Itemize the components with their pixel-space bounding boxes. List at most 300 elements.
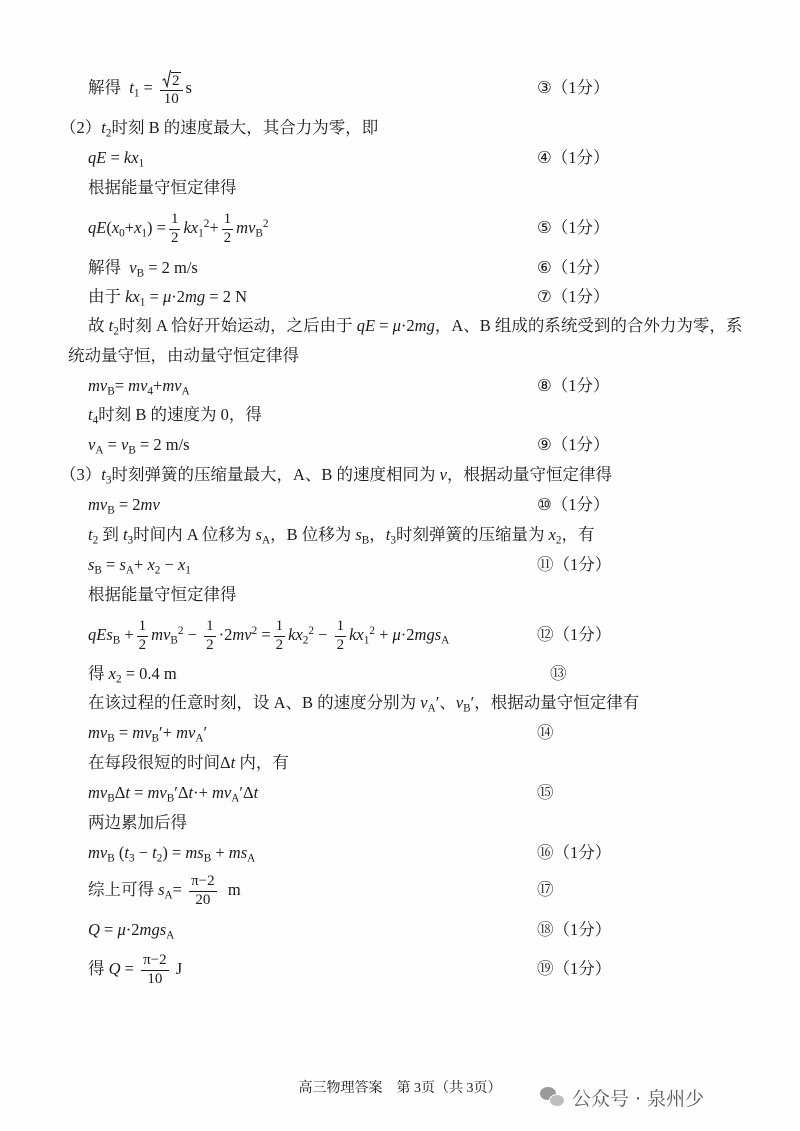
fraction-denominator [189,892,217,909]
subscript: 1 [198,227,204,240]
text-run: = [101,555,120,574]
text-run: 到 [98,525,123,544]
text-run: 2 [138,636,147,653]
fraction-numerator [169,211,181,229]
line-content [88,618,450,653]
answer-line [0,748,800,778]
text-run: 1 [170,211,179,228]
subscript: A [247,852,256,865]
math-variable: μ [392,625,401,644]
subscript: 2 [156,852,163,865]
subscript: 1 [141,227,148,240]
text-run: ·2 [125,920,140,939]
score-mark: ⑤（1分） [537,218,610,237]
answer-line [0,430,800,460]
answer-line [0,778,800,808]
text-run: （3） [60,465,102,484]
text-run: ) = [147,218,166,237]
math-variable: mv [236,218,256,237]
text-run: ′，根据动量守恒定律有 [470,693,640,712]
math-variable: t [101,118,106,137]
subscript: A [261,534,271,547]
text-run: 10 [163,91,179,108]
text-run: + [209,218,219,237]
math-variable: mgs [139,920,167,939]
fraction [138,952,172,988]
math-variable: ms [185,843,204,862]
text-run: − [183,625,202,644]
subscript: 2 [302,634,309,647]
line-content [88,813,187,832]
math-variable: kx [349,625,364,644]
math-variable: t [385,525,391,544]
text-run: 时间内 A 位移为 [133,525,256,544]
subscript: A [125,564,134,577]
line-content [88,873,241,908]
text-run: ·2 [400,316,415,335]
math-variable: Q [108,959,121,978]
math-variable: qEs [88,625,113,644]
math-variable: t [108,316,114,335]
answer-line [0,580,800,610]
line-content [88,753,289,772]
text-run: = [103,435,121,454]
fraction [166,211,184,247]
text-run: 由于 [88,287,126,306]
text-run: = 0.4 m [121,664,177,683]
math-variable: s [158,880,165,899]
fraction [201,618,219,654]
subscript: 4 [147,385,154,398]
math-variable: mv [132,723,152,742]
score-mark: ⑨（1分） [537,435,610,454]
math-variable: v [420,693,428,712]
text-run: = [120,959,139,978]
score-mark: ⑪（1分） [537,555,612,574]
score-mark: ⑲（1分） [537,959,612,978]
text-run: 根据能量守恒定律得 [88,178,237,197]
text-run: 两边累加后得 [88,813,187,832]
text-run: 时刻 B 的速度为 0，得 [98,405,262,424]
text-run: − [314,625,332,644]
subscript: B [255,227,263,240]
math-variable: s [88,555,95,574]
subscript: B [463,702,471,715]
fraction-numerator [137,618,149,636]
score-mark: ⑱（1分） [537,920,612,939]
answer-line [0,173,800,203]
subscript: A [181,385,190,398]
text-run: 1 [223,211,232,228]
text-run: 内，有 [235,753,289,772]
math-variable: mg [185,287,206,306]
radical-sign-icon [162,70,171,88]
answer-line [0,613,800,657]
fraction-denominator [141,971,169,988]
math-variable: kx [125,287,140,306]
text-run: π−2 [191,873,215,890]
subscript: B [107,504,115,517]
math-variable: mv [88,376,108,395]
subscript: A [441,634,450,647]
math-variable: t [253,783,259,802]
text-run: ·2 [171,287,185,306]
text-run: ，有 [561,525,595,544]
superscript: 2 [251,624,258,637]
score-mark: ⑩（1分） [537,495,610,514]
text-run: （2） [60,118,102,137]
math-variable: mv [128,376,148,395]
text-run: 故 [88,316,109,335]
text-run: 2 [275,636,284,653]
text-run: ) = [162,843,186,862]
text-run: ，根据动量守恒定律得 [446,465,612,484]
line-content [88,664,177,686]
text-run: = [375,316,393,335]
math-variable: t [88,525,93,544]
math-variable: s [255,525,262,544]
math-variable: t [124,843,129,862]
line-content [88,723,208,745]
line-content [88,211,269,246]
text-run: ( [106,218,112,237]
text-run: 1 [206,618,214,635]
math-variable: t [129,78,134,97]
text-run: ·2 [400,625,415,644]
superscript: 2 [177,624,184,637]
math-variable: kx [183,218,199,237]
text-run: 2 [223,229,232,246]
math-variable: mv [147,783,167,802]
score-mark: ③（1分） [537,78,610,97]
fraction-denominator [137,637,149,654]
text-run: = [172,880,187,899]
math-variable: mv [88,843,108,862]
line-content [88,435,190,457]
subscript: 1 [138,157,145,170]
answer-line [0,718,800,748]
subscript: 2 [115,673,122,686]
math-variable: mv [151,625,171,644]
math-variable: x [108,664,116,683]
text-run: ·+ [193,783,213,802]
math-variable: mv [88,495,108,514]
subscript: B [107,792,115,805]
text-run: − [160,555,178,574]
text-run: = [114,376,129,395]
subscript: B [203,852,212,865]
text-run: = [145,287,163,306]
subscript: 0 [119,227,125,240]
text-run: ，B 位移为 [270,525,356,544]
subscript: A [166,929,175,942]
text-run: − [134,843,153,862]
subscript: B [128,444,136,457]
text-run: = [106,148,124,167]
subscript: A [427,702,436,715]
fraction-denominator [204,637,216,654]
math-variable: t [230,753,236,772]
radicand: 2 [172,72,180,89]
text-run: + [211,843,229,862]
subscript: B [361,534,370,547]
text-run: Δ [114,783,126,802]
score-mark: ⑰ [537,880,554,899]
answer-line [0,206,800,250]
line-content [68,346,299,365]
math-variable: v [129,258,137,277]
text-run: 在该过程的任意时刻，设 A、B 的速度分别为 [88,693,421,712]
fraction-denominator [169,230,181,247]
text-run: ′Δ [239,783,254,802]
fraction-numerator [160,70,183,91]
answer-line [0,311,800,341]
subscript: 1 [139,296,146,309]
line-content [60,465,612,487]
subscript: 3 [105,474,112,487]
text-run: 综上可得 [88,880,159,899]
math-variable: t [122,525,128,544]
text-run: 统动量守恒，由动量守恒定律得 [68,346,299,365]
score-mark: ⑭ [537,723,554,742]
math-variable: mv [88,723,108,742]
subscript: B [107,732,115,745]
section-heading-line [0,460,800,490]
fraction-numerator [141,952,169,970]
text-run: J [171,959,183,978]
text-run: 时刻弹簧的压缩量最大，A、B 的速度相同为 [111,465,440,484]
subscript: B [112,634,121,647]
text-run: 时刻 A 恰好开始运动，之后由于 [118,316,357,335]
answer-line [0,490,800,520]
text-run: = 2 m/s [135,435,190,454]
subscript: 3 [390,534,396,547]
math-variable: t [152,843,157,862]
superscript: 2 [262,217,269,230]
line-content [88,783,259,805]
score-mark: ⑫（1分） [537,625,612,644]
fraction [332,618,350,654]
answer-line [0,66,800,110]
text-run: m [219,880,241,899]
line-content [60,118,379,140]
fraction-numerator [222,211,234,229]
text-run: 时刻 B 的速度最大，其合力为零，即 [111,118,379,137]
math-variable: v [121,435,129,454]
subscript: 1 [363,634,370,647]
text-run: = 2 m/s [144,258,198,277]
answer-line [0,341,800,371]
text-run: 解得 [88,258,130,277]
line-content [88,258,198,280]
text-run: + [374,625,393,644]
line-content [88,525,595,547]
text-run: ·2 [218,625,233,644]
text-run: 1 [275,618,284,635]
text-run: 在每段很短的时间Δ [88,753,231,772]
math-variable: mv [88,783,108,802]
subscript: A [195,732,204,745]
math-variable: qE [356,316,376,335]
line-content [88,843,256,865]
subscript: 1 [133,87,140,100]
math-variable: v [88,435,96,454]
text-run: s [185,78,192,97]
subscript: A [95,444,104,457]
watermark-text: 公众号 · 泉州少 [572,1087,705,1110]
subscript: B [170,634,178,647]
math-variable: t [125,783,130,802]
text-run: ( [114,843,125,862]
text-run: = [99,920,118,939]
answer-line [0,838,800,868]
subscript: 2 [92,534,99,547]
subscript: B [136,267,145,280]
line-content [88,178,237,197]
text-run: + [134,555,148,574]
line-content [88,405,262,427]
watermark [540,1083,704,1111]
text-run: 1 [138,618,147,635]
score-mark: ⑧（1分） [537,376,610,395]
score-mark: ⑬ [550,664,567,683]
superscript: 2 [369,624,375,637]
line-content [88,920,175,942]
square-root [162,73,181,89]
subscript: B [107,385,115,398]
line-content [88,585,237,604]
answer-line [0,808,800,838]
line-content [88,316,743,338]
answer-line [0,868,800,912]
text-run: π−2 [143,952,167,969]
text-run: 2 [336,636,345,653]
math-variable: t [188,783,194,802]
math-variable: x [177,555,186,574]
subscript: 2 [113,325,119,338]
text-run: 时刻弹簧的压缩量为 [395,525,549,544]
math-variable: μ [162,287,172,306]
fraction [134,618,152,654]
answer-line [0,400,800,430]
fraction [271,618,289,654]
text-run: 得 [88,959,109,978]
subscript: B [94,564,102,577]
line-content [88,376,190,398]
math-variable: v [439,465,447,484]
fraction [186,873,220,909]
page-footer: 高三物理答案 第 3页（共 3页） [298,1081,502,1096]
answer-line [0,659,800,689]
score-mark: ⑥（1分） [537,258,610,277]
math-variable: t [88,405,93,424]
score-mark: ⑦（1分） [537,287,610,306]
subscript: B [151,732,160,745]
score-mark: ④（1分） [537,148,610,167]
answer-line [0,550,800,580]
math-variable: mv [162,376,182,395]
answer-line [0,520,800,550]
math-variable: s [119,555,126,574]
text-run: ′、 [435,693,456,712]
fraction [219,211,237,247]
answer-line [0,371,800,401]
line-content [88,72,192,108]
math-variable: x [134,218,142,237]
fraction-numerator [335,618,347,636]
fraction-numerator [189,873,217,891]
subscript: 2 [555,534,562,547]
math-variable: μ [392,316,401,335]
text-run: + [153,376,163,395]
text-run: = [129,783,148,802]
subscript: 2 [154,564,161,577]
subscript: 3 [128,852,135,865]
text-run: ′+ [159,723,177,742]
math-variable: kx [123,148,139,167]
subscript: 4 [92,414,99,427]
text-run: ′Δ [174,783,189,802]
fraction-denominator [222,230,234,247]
text-run: ，A、B 组成的系统受到的合外力为零，系 [434,316,743,335]
answer-line [0,915,800,945]
text-run: = [139,78,158,97]
text-run: = [257,625,271,644]
line-content [88,287,248,309]
fraction-numerator [274,618,286,636]
text-run: ， [369,525,386,544]
superscript: 2 [308,624,314,637]
text-run: 20 [195,891,211,908]
math-variable: mgs [414,625,442,644]
text-run: 1 [336,618,345,635]
fraction [157,70,186,109]
answer-line [0,947,800,991]
text-run: 根据能量守恒定律得 [88,585,237,604]
answer-line [0,282,800,312]
math-variable: mv [232,625,252,644]
math-variable: mv [212,783,232,802]
math-variable: Q [88,920,100,939]
line-content [88,555,191,577]
fraction-numerator [204,618,216,636]
text-run: 2 [206,636,214,653]
math-variable: qE [88,148,107,167]
text-run: 10 [147,970,163,987]
answer-line [0,143,800,173]
subscript: B [166,792,175,805]
subscript: A [164,889,173,902]
math-variable: v [455,693,464,712]
math-variable: x [548,525,556,544]
subscript: 2 [105,127,112,140]
math-variable: mv [176,723,196,742]
subscript: 3 [127,534,134,547]
subscript: A [231,792,240,805]
fraction-denominator [335,637,347,654]
text-run: = [114,723,133,742]
text-run: = 2 [114,495,141,514]
math-variable: qE [88,218,107,237]
math-variable: ms [228,843,248,862]
line-content [88,148,145,170]
math-variable: t [101,465,106,484]
math-variable: μ [117,920,126,939]
math-variable: x [147,555,155,574]
line-content [88,495,160,517]
answer-line [0,253,800,283]
math-variable: kx [288,625,303,644]
